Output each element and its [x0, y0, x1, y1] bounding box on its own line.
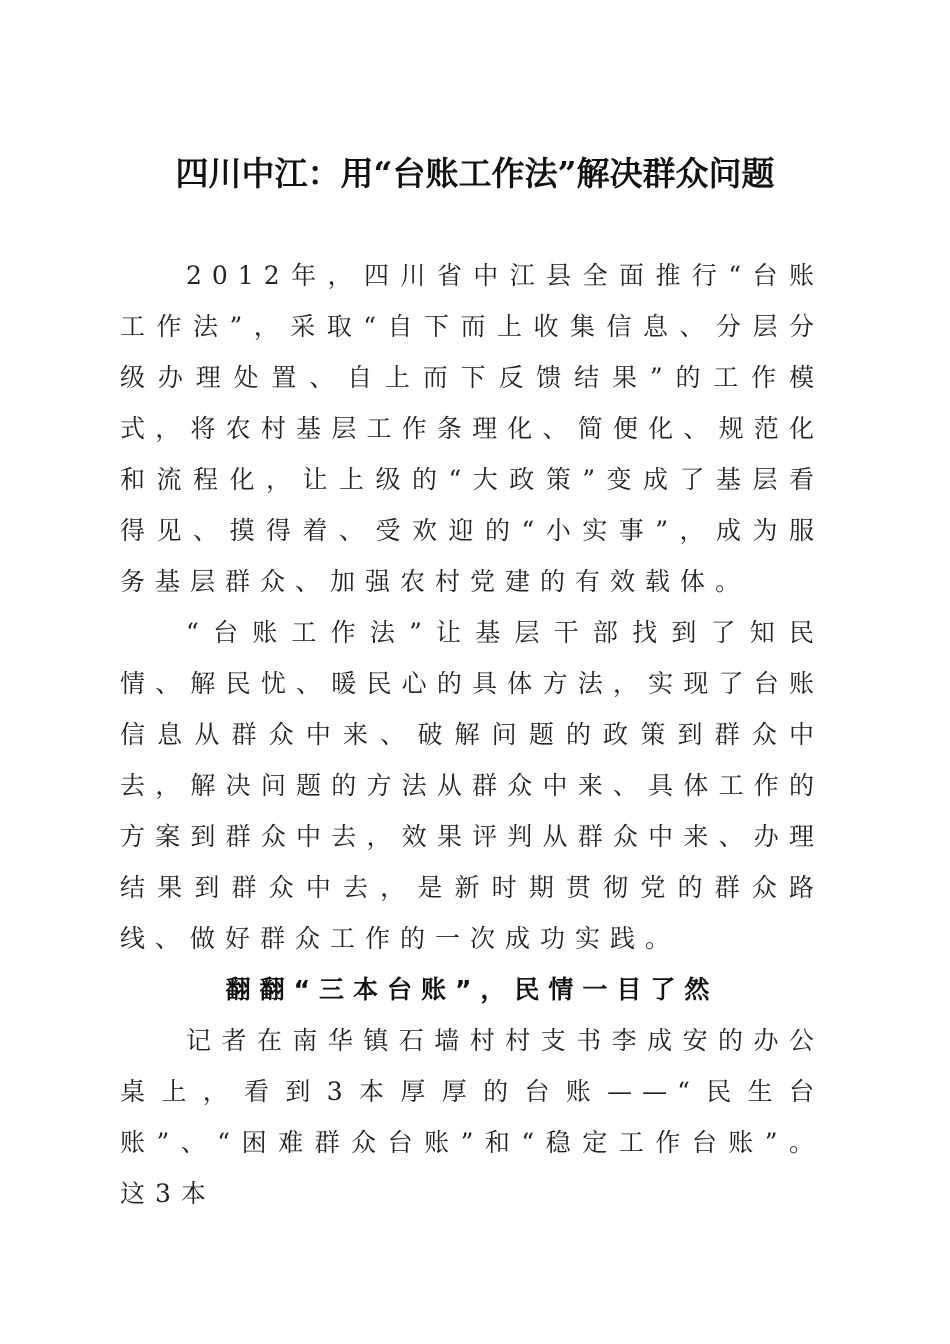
paragraph-3: 记者在南华镇石墙村村支书李成安的办公桌上，看到3本厚厚的台账——“民生台账”、“困难群众台账”和“稳定工作台账”。这3本 [120, 1026, 824, 1208]
paragraph-1: 2012年，四川省中江县全面推行“台账工作法”，采取“自下而上收集信息、分层分级办理处置、自上而下反馈结果”的工作模式，将农村基层工作条理化、简便化、规范化和流程化，让上级的“大政策”变成了基层看得见、摸得着、受欢迎的“小实事”，成为服务基层群众、加强农村党建的有效载体。 [120, 261, 824, 596]
section-subheading: 翻翻“三本台账”，民情一目了然 [225, 975, 719, 1004]
document-title: 四川中江：用“台账工作法”解决群众问题 [175, 154, 775, 193]
document-body [120, 250, 824, 1219]
paragraph-2: “台账工作法”让基层干部找到了知民情、解民忧、暖民心的具体方法，实现了台账信息从群众中来、破解问题的政策到群众中去，解决问题的方法从群众中来、具体工作的方案到群众中去，效果评判从群众中来、办理结果到群众中去，是新时期贯彻党的群众路线、做好群众工作的一次成功实践。 [120, 618, 824, 953]
